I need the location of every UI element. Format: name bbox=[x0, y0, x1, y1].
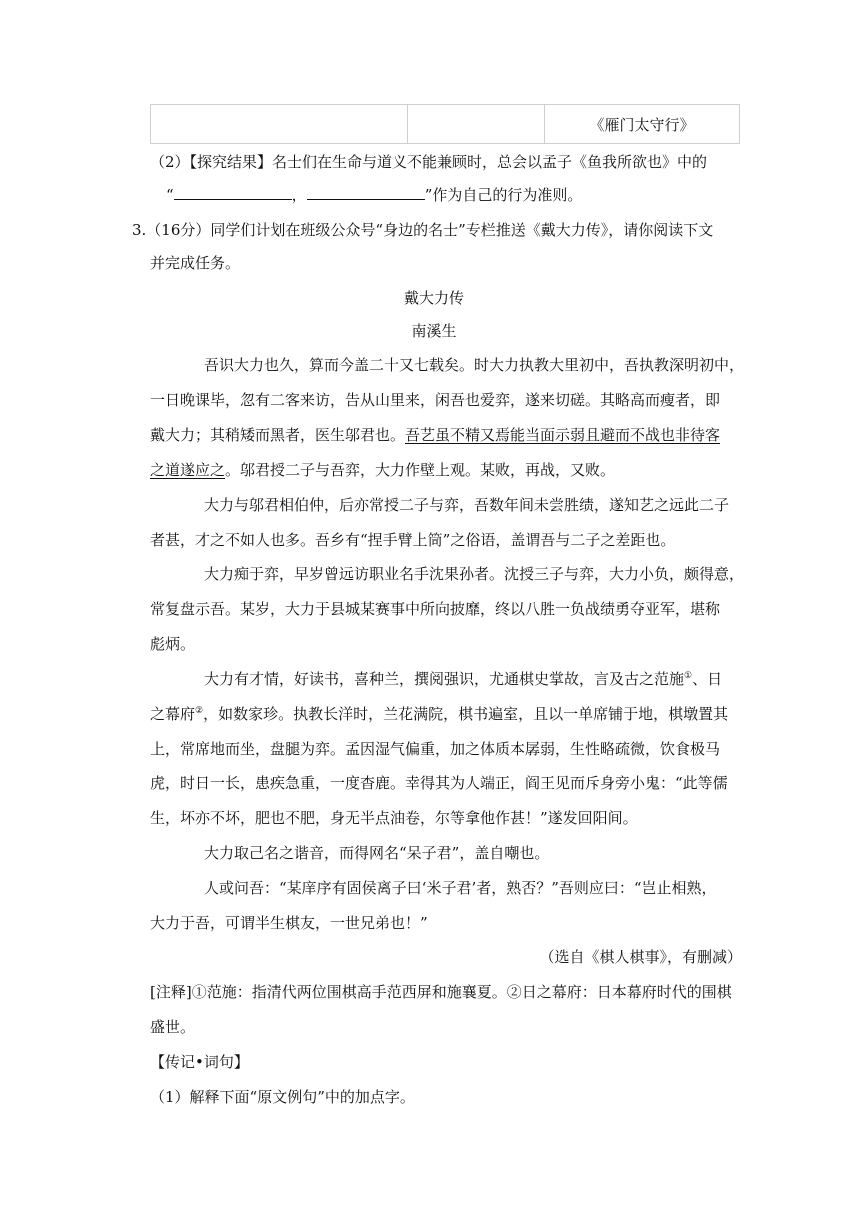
table-cell-empty-1 bbox=[151, 105, 408, 143]
p6-line2: 大力于吾，可谓半生棋友，一世兄弟也！” bbox=[150, 914, 428, 932]
p1-line4 bbox=[150, 460, 615, 480]
p6-line1: 人或问吾：“某庠序有固侯离子曰‘米子君’者，熟否？”吾则应曰：“岂止相熟， bbox=[204, 879, 717, 897]
p4-line2 bbox=[150, 704, 728, 724]
p5-line1: 大力取己名之谐音，而得网名“呆子君”，盖自嘲也。 bbox=[204, 844, 550, 862]
q2-close-text: ”作为自己的行为准则。 bbox=[424, 186, 583, 204]
fill-blank-1[interactable] bbox=[174, 185, 292, 200]
p1-line4-text: 。邬君授二子与吾弈，大力作壁上观。某败，再战，又败。 bbox=[225, 461, 616, 479]
article-source: （选自《棋人棋事》，有删减） bbox=[539, 948, 742, 966]
p2-line2: 者甚，才之不如人也多。吾乡有“捏手臂上筒”之俗语，盖谓吾与二子之差距也。 bbox=[150, 531, 676, 549]
p4-line1 bbox=[204, 669, 722, 689]
p3-line1: 大力痴于弈，早岁曾远访职业名手沈果孙者。沈授三子与弈，大力小负，颇得意， bbox=[204, 565, 745, 583]
p2-line1: 大力与邬君相伯仲，后亦常授二子与弈，吾数年间未尝胜绩，遂知艺之远此二子 bbox=[204, 496, 730, 514]
section-heading: 【传记•词句】 bbox=[150, 1053, 249, 1071]
q2-line1: （2）【探究结果】名士们在生命与道义不能兼顾时，总会以孟子《鱼我所欲也》中的 bbox=[150, 153, 708, 171]
underlined-sentence-part2: 之道遂应之 bbox=[150, 461, 226, 479]
p4-line1-end: 、日 bbox=[692, 670, 723, 688]
p3-line3: 彪炳。 bbox=[150, 635, 196, 653]
subquestion-1: （1）解释下面“原文例句”中的加点字。 bbox=[150, 1088, 415, 1106]
q2-line2 bbox=[166, 185, 582, 205]
notes-line2: 盛世。 bbox=[150, 1018, 196, 1036]
q3-line1: 3.（16分）同学们计划在班级公众号“身边的名士”专栏推送《戴大力传》，请你阅读下文 bbox=[132, 221, 714, 239]
table-fragment bbox=[150, 104, 740, 144]
underlined-sentence-part1: 吾艺虽不精又焉能当面示弱且避而不战也非待客 bbox=[405, 426, 721, 444]
p1-line1: 吾识大力也久，算而今盖二十又七载矣。时大力执教大里初中，吾执教深明初中， bbox=[204, 356, 745, 374]
p3-line2: 常复盘示吾。某岁，大力于县城某赛事中所向披靡，终以八胜一负战绩勇夺亚军，堪称 bbox=[150, 600, 721, 618]
p4-line4: 虎，时日一长，患疾急重，一度杳鹿。幸得其为人端正，阎王见而斥身旁小鬼：“此等儒 bbox=[150, 774, 728, 792]
footnote-marker-2: ② bbox=[195, 706, 204, 716]
table-cell-poem-title: 《雁门太守行》 bbox=[589, 115, 695, 134]
q2-separator: ， bbox=[291, 186, 307, 204]
p4-line5: 生，坏亦不坏，肥也不肥，身无半点油卷，尔等拿他作甚！”遂发回阳间。 bbox=[150, 809, 638, 827]
footnote-marker-1: ① bbox=[684, 671, 693, 681]
q3-line2: 并完成任务。 bbox=[150, 254, 241, 272]
q2-open-quote: “ bbox=[166, 186, 174, 204]
notes-line1: [注释]①范施：指清代两位围棋高手范西屏和施襄夏。②日之幕府：日本幕府时代的围棋 bbox=[150, 983, 732, 1001]
p4-line3: 上，常席地而坐，盘腿为弈。孟因湿气偏重，加之体质本孱弱，生性略疏微，饮食极马 bbox=[150, 740, 721, 758]
p4-line1-text: 大力有才情，好读书，喜种兰，撰阅强识，尤通棋史掌故，言及古之范施 bbox=[204, 670, 685, 688]
table-cell-empty-2 bbox=[408, 105, 545, 143]
p4-line2-text: ，如数家珍。执教长洋时，兰花满院，棋书遍室，且以一单席铺于地，棋墩置其 bbox=[203, 705, 729, 723]
article-title: 戴大力传 bbox=[403, 289, 464, 307]
p1-line3 bbox=[150, 425, 720, 445]
article-author: 南溪生 bbox=[411, 322, 457, 340]
fill-blank-2[interactable] bbox=[307, 185, 425, 200]
p4-line2-start: 之幕府 bbox=[150, 705, 196, 723]
p1-line2: 一日晚课毕，忽有二客来访，告从山里来，闲吾也爱弈，遂来切磋。其略高而瘦者，即 bbox=[150, 391, 721, 409]
p1-line3-text: 戴大力；其稍矮而黑者，医生邬君也。 bbox=[150, 426, 406, 444]
